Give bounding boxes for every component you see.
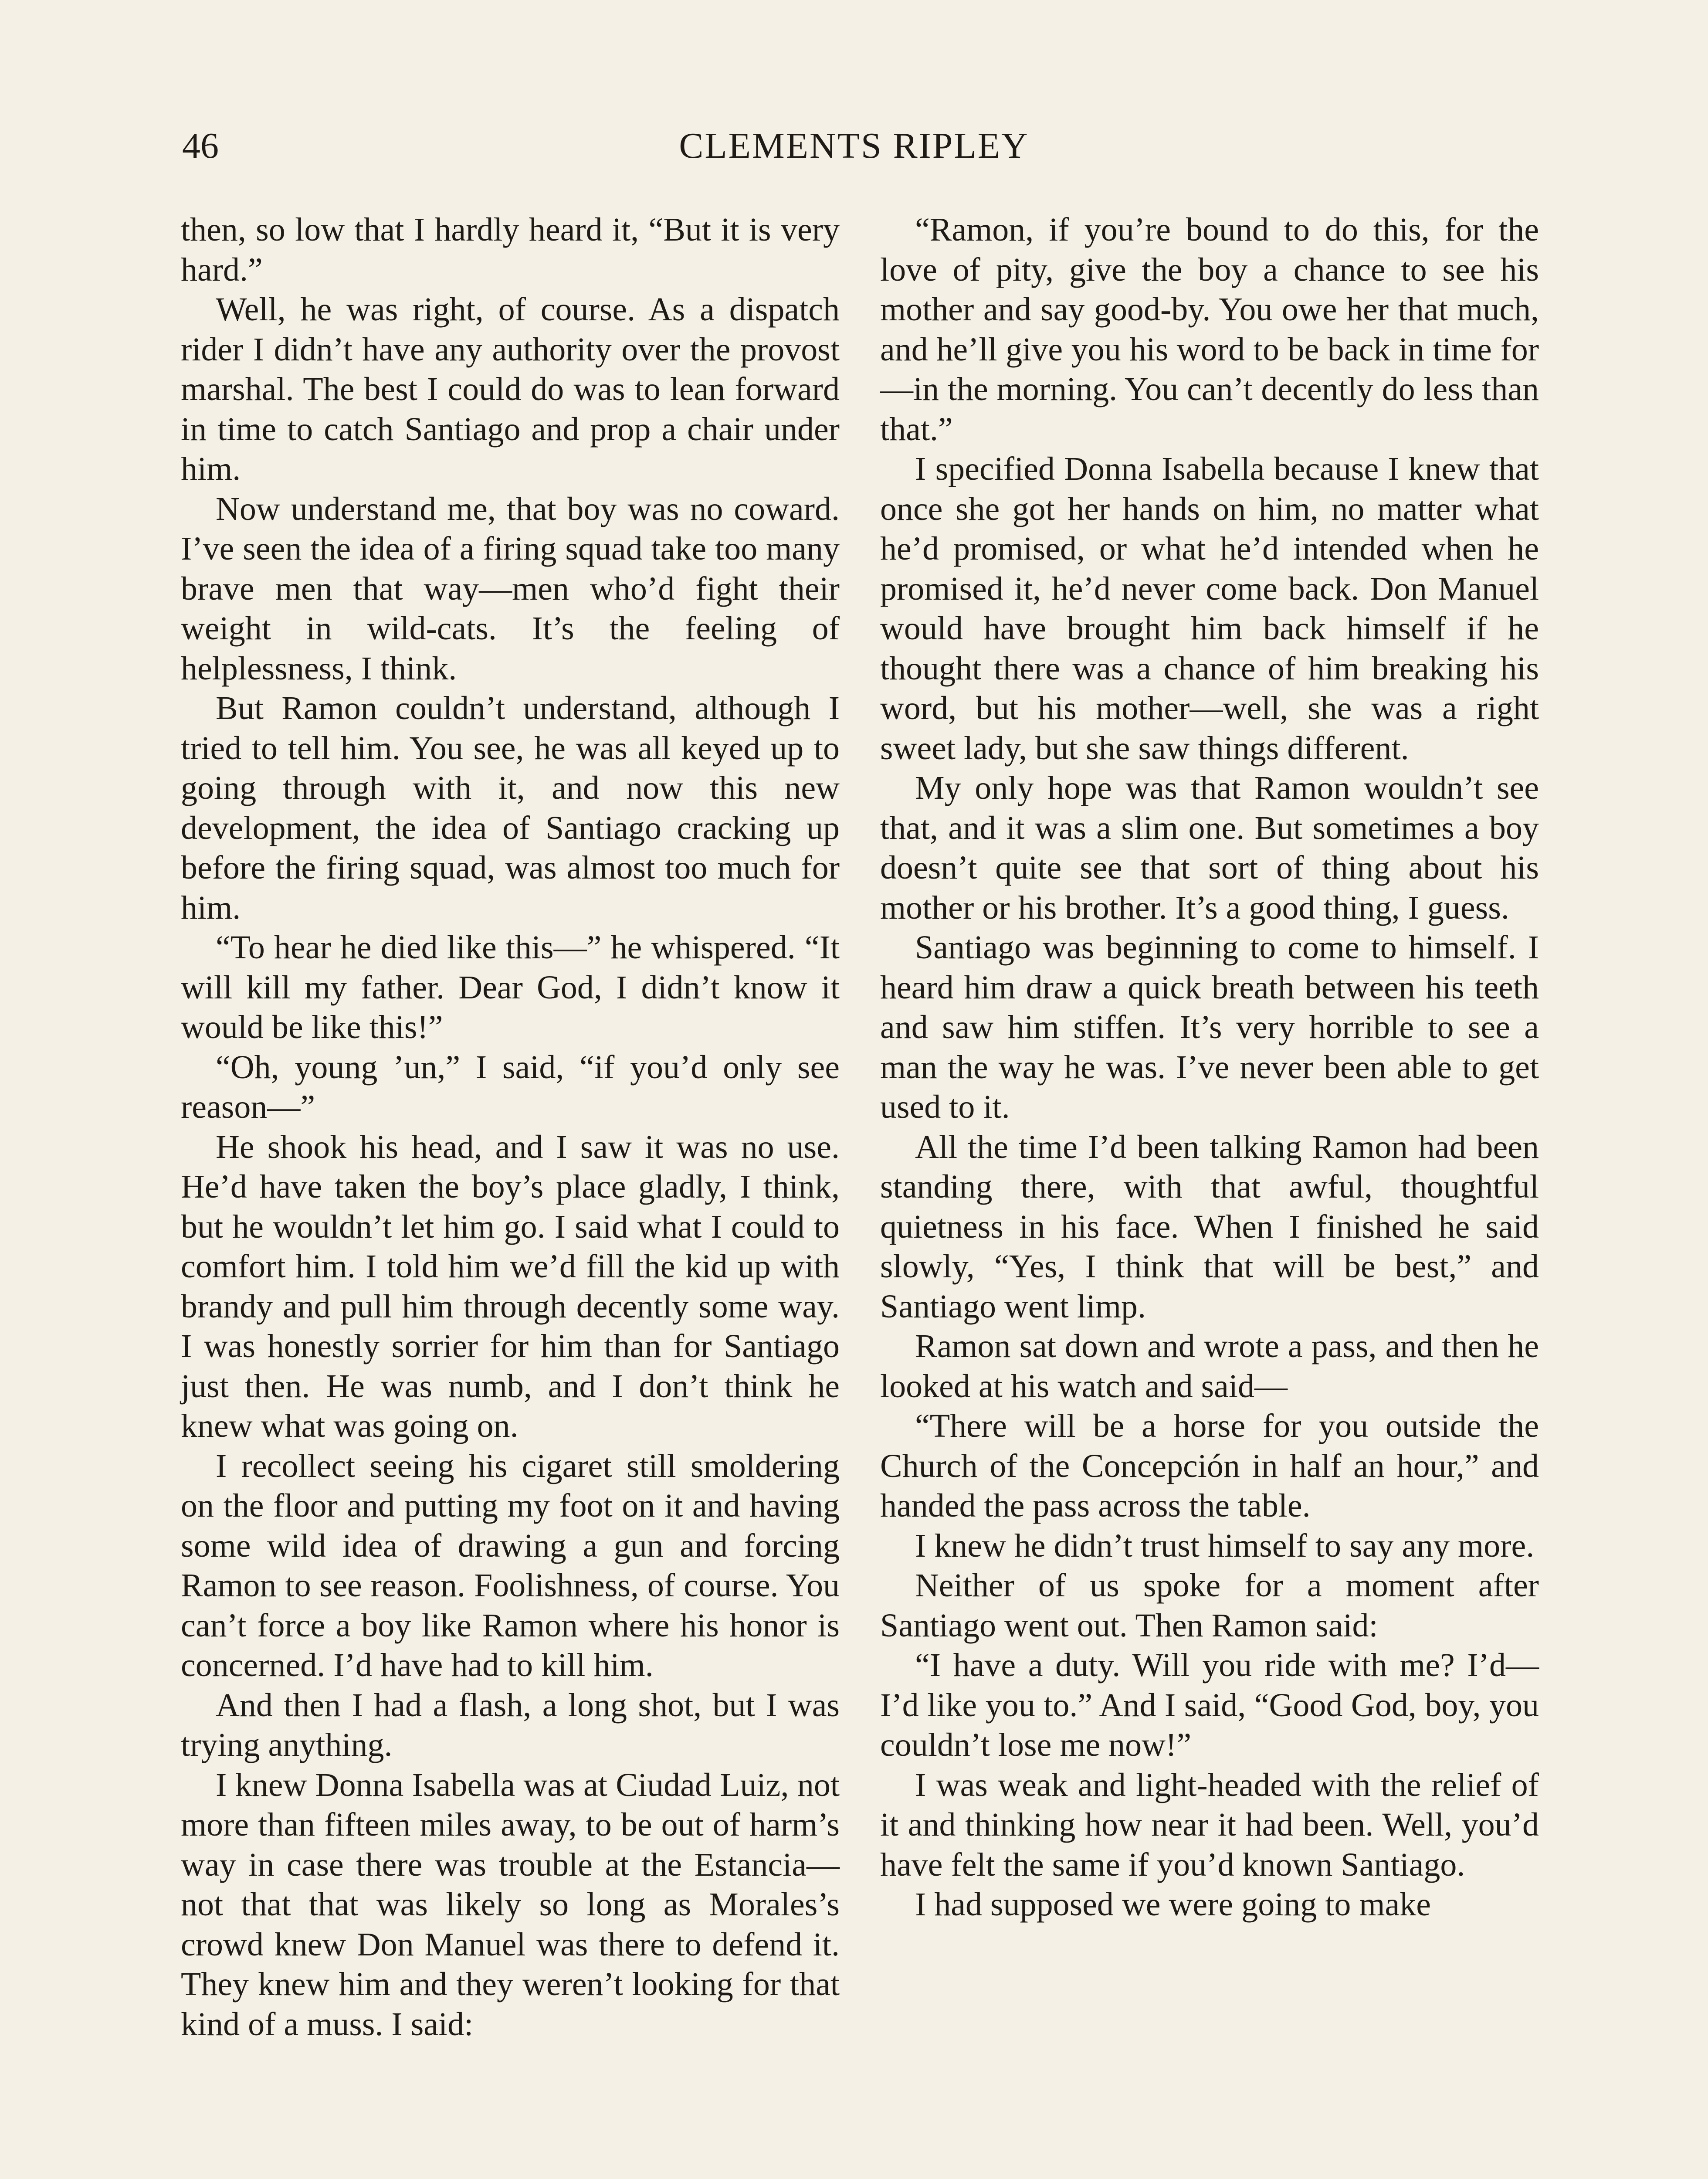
paragraph: “Ramon, if you’re bound to do this, for the love of pity, give the boy a chance to see his mother and say good-by. You owe her that much, and he’ll give you his word to be back in time for—in the morning. You can’t decently do less than that.” <box>880 211 1539 448</box>
page-header <box>179 124 1529 168</box>
paragraph: I knew he didn’t trust himself to say any more. <box>915 1527 1535 1564</box>
paragraph: I had supposed we were going to make <box>915 1886 1431 1923</box>
paragraph: He shook his head, and I saw it was no use. He’d have taken the boy’s place gladly, I think, but he wouldn’t let him go. I said what I could to comfort him. I told him we’d fill the kid up with brandy and pull him through decently some way. I was honestly sorrier for him than for Santiago just then. He was numb, and I don’t think he knew what was going on. <box>181 1128 840 1444</box>
paragraph: Well, he was right, of course. As a dispatch rider I didn’t have any authority over the provost marshal. The best I could do was to lean forward in time to catch Santiago and prop a chair under him. <box>181 291 840 487</box>
paragraph: Neither of us spoke for a moment after Santiago went out. Then Ramon said: <box>880 1567 1539 1644</box>
right-column <box>880 210 1539 1925</box>
running-title: CLEMENTS RIPLEY <box>679 126 1029 166</box>
left-column <box>181 210 840 2044</box>
paragraph: All the time I’d been talking Ramon had been standing there, with that awful, thoughtful quietness in his face. When I finished he said slowly, “Yes, I think that will be best,” and Santiago went limp. <box>880 1128 1539 1325</box>
paragraph: I was weak and light-headed with the relief of it and thinking how near it had been. Well, you’d have felt the same if you’d known Santiago. <box>880 1766 1539 1883</box>
paragraph: then, so low that I hardly heard it, “But it is very hard.” <box>181 211 840 288</box>
paragraph: “I have a duty. Will you ride with me? I’d—I’d like you to.” And I said, “Good God, boy, you couldn’t lose me now!” <box>880 1647 1539 1763</box>
paragraph: I knew Donna Isabella was at Ciudad Luiz, not more than fifteen miles away, to be out of harm’s way in case there was trouble at the Estancia—not that that was likely so long as Morales’s crowd knew Don Manuel was there to defend it. They knew him and they weren’t looking for that kind of a muss. I said: <box>181 1766 840 2043</box>
paragraph: But Ramon couldn’t understand, although I tried to tell him. You see, he was all keyed up to going through with it, and now this new development, the idea of Santiago cracking up before the firing squad, was almost too much for him. <box>181 690 840 926</box>
page-number: 46 <box>182 126 219 166</box>
paragraph: Santiago was beginning to come to himself. I heard him draw a quick breath between his teeth and saw him stiffen. It’s very horrible to see a man the way he was. I’ve never been able to get used to it. <box>880 929 1539 1125</box>
paragraph: And then I had a flash, a long shot, but I was trying anything. <box>181 1687 840 1763</box>
paragraph: “There will be a horse for you outside the Church of the Concepción in half an hour,” and handed the pass across the table. <box>880 1408 1539 1524</box>
paragraph: “To hear he died like this—” he whispered. “It will kill my father. Dear God, I didn’t know it would be like this!” <box>181 929 840 1045</box>
paragraph: Ramon sat down and wrote a pass, and then he looked at his watch and said— <box>880 1328 1539 1405</box>
paragraph: I specified Donna Isabella because I knew that once she got her hands on him, no matter what he’d promised, or what he’d intended when he promised it, he’d never come back. Don Manuel would have brought him back himself if he thought there was a chance of him breaking his word, but his mother—well, she was a right sweet lady, but she saw things different. <box>880 451 1539 767</box>
paragraph: I recollect seeing his cigaret still smoldering on the floor and putting my foot on it and having some wild idea of drawing a gun and forcing Ramon to see reason. Foolishness, of course. You can’t force a boy like Ramon where his honor is concerned. I’d have had to kill him. <box>181 1447 840 1683</box>
paragraph: Now understand me, that boy was no coward. I’ve seen the idea of a firing squad take too many brave men that way—men who’d fight their weight in wild-cats. It’s the feeling of helplessness, I think. <box>181 490 840 687</box>
paragraph: My only hope was that Ramon wouldn’t see that, and it was a slim one. But sometimes a boy doesn’t quite see that sort of thing about his mother or his brother. It’s a good thing, I guess. <box>880 770 1539 926</box>
paragraph: “Oh, young ’un,” I said, “if you’d only see reason—” <box>181 1049 840 1125</box>
